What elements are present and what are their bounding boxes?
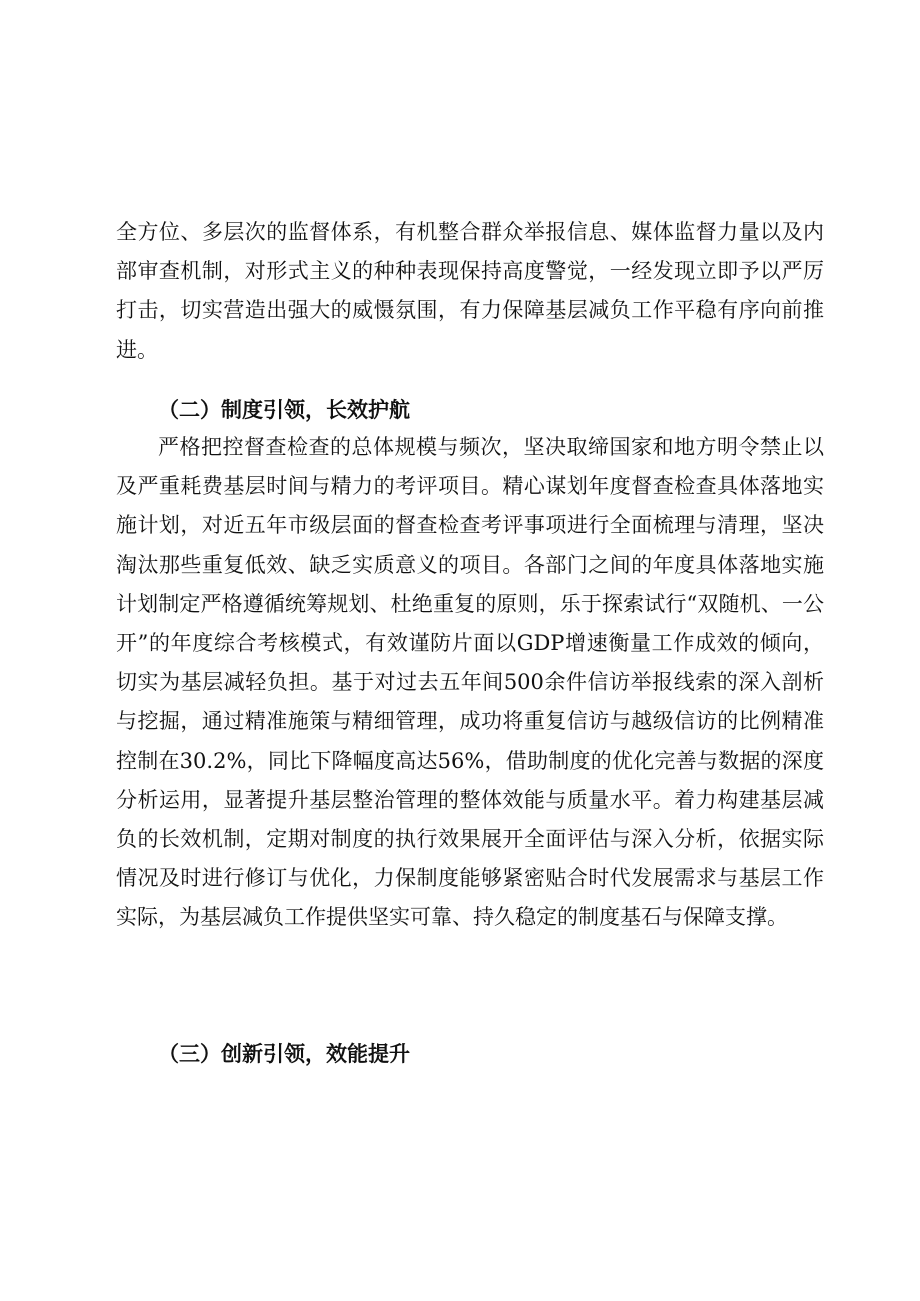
section-heading-3: （三）创新引领，效能提升	[158, 1041, 410, 1066]
section-heading-2: （二）制度引领，长效护航	[158, 397, 410, 422]
paragraph-supervision-system: 全方位、多层次的监督体系，有机整合群众举报信息、媒体监督力量以及内部审查机制，对形式主义的种种表现保持高度警觉，一经发现立即予以严厉打击，切实营造出强大的威慑氛围，有力保障基层减负工作平稳有序向前推进。	[116, 220, 824, 362]
paragraph-institution-guidance: 严格把控督查检查的总体规模与频次，坚决取缔国家和地方明令禁止以及严重耗费基层时间与精力的考评项目。精心谋划年度督查检查具体落地实施计划，对近五年市级层面的督查检查考评事项进行全面梳理与清理，坚决淘汰那些重复低效、缺乏实质意义的项目。各部门之间的年度具体落地实施计划制定严格遵循统筹规划、杜绝重复的原则，乐于探索试行“双随机、一公开”的年度综合考核模式，有效谨防片面以GDP增速衡量工作成效的倾向，切实为基层减轻负担。基于对过去五年间500余件信访举报线索的深入剖析与挖掘，通过精准施策与精细管理，成功将重复信访与越级信访的比例精准控制在30.2%，同比下降幅度高达56%，借助制度的优化完善与数据的深度分析运用，显著提升基层整治管理的整体效能与质量水平。着力构建基层减负的长效机制，定期对制度的执行效果展开全面评估与深入分析，依据实际情况及时进行修订与优化，力保制度能够紧密贴合时代发展需求与基层工作实际，为基层减负工作提供坚实可靠、持久稳定的制度基石与保障支撑。	[116, 435, 824, 930]
